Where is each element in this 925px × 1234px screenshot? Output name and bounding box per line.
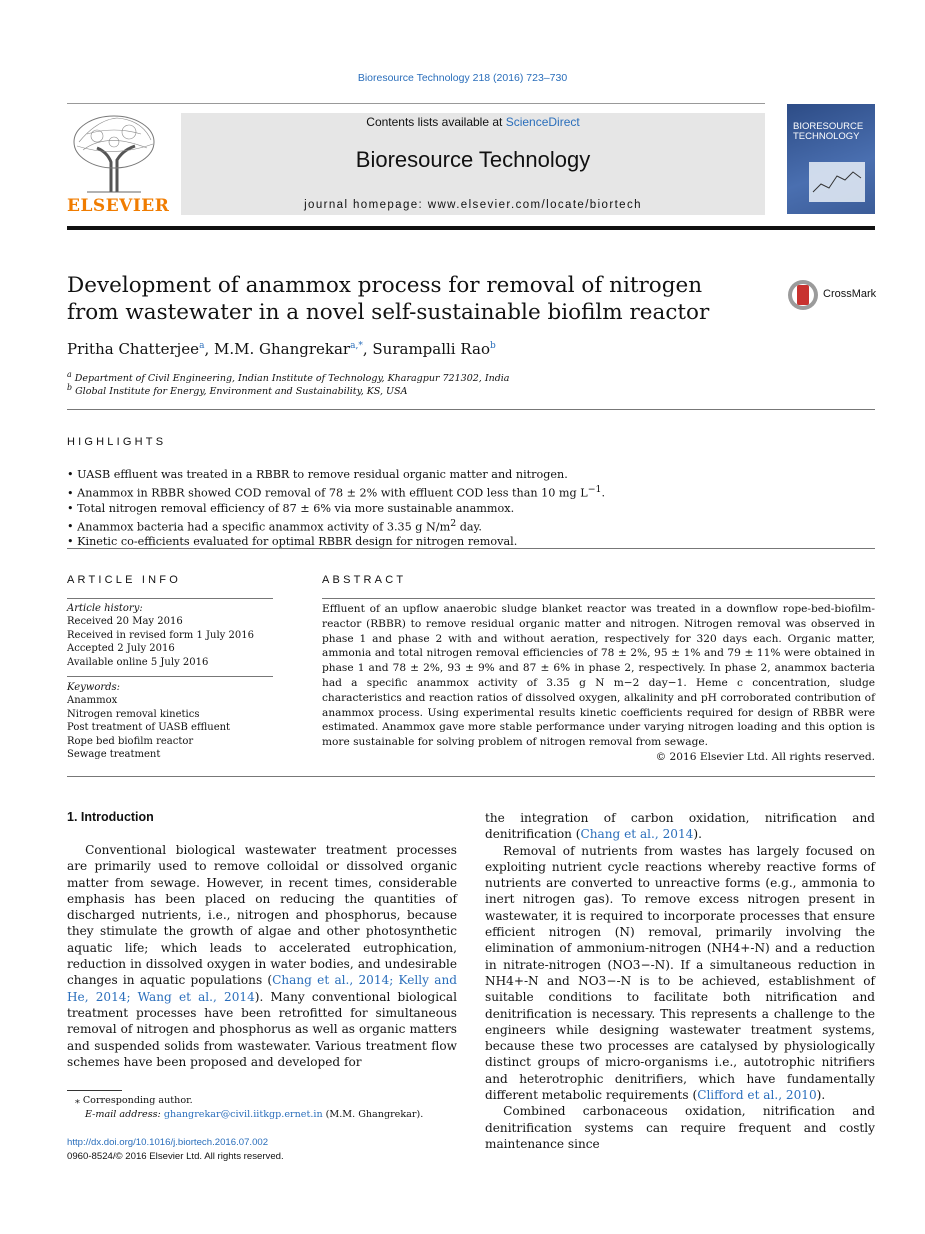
article-info	[67, 600, 273, 761]
paragraph: Combined carbonaceous oxidation, nitrification and denitrification systems can require frequent and costly maintenance since	[485, 1104, 875, 1151]
history-revised: Received in revised form 1 July 2016	[67, 629, 254, 641]
section-heading: 1. Introduction	[67, 810, 154, 824]
copyright: © 2016 Elsevier Ltd. All rights reserved.	[655, 750, 875, 763]
author-affil-mark[interactable]: b	[489, 341, 496, 351]
citation-link[interactable]: Clifford et al., 2010	[697, 1088, 817, 1103]
affil-text: Global Institute for Energy, Environment and Sustainability, KS, USA	[75, 386, 408, 398]
abstract-rule	[322, 598, 875, 599]
elsevier-logo	[67, 112, 170, 216]
affil-text: Department of Civil Engineering, Indian Institute of Technology, Kharagpur 721302, India	[74, 373, 510, 385]
text: Removal of nutrients from wastes has largely focused on exploiting nutrient cycle reactions whereby reactive forms of nutrients are converted to unreactive forms (e.g., ammonia to inert nitrogen gas). To remove excess nitrogen present in wastewater, it is required to incorporate processes that ensure efficient nitrogen (N) removal, primarily involving the elimination of ammonium-nitrogen (NH4+-N) and a reduction in nitrate-nitrogen (NO3−-N). If a simultaneous reduction in NH4+-N and NO3−-N is to be achieved, establishment of suitable conditions to facilitate both nitrification and denitrification is necessary. This represents a challenge to the engineers while designing wastewater treatment systems, because these two processes are catalysed by physiologically distinct groups of micro-organisms i.e., autotrophic nitrifiers and heterotrophic denitrifiers, which have fundamentally different metabolic requirements (	[485, 843, 875, 1103]
corresponding-note: ⁎ Corresponding author.	[75, 1095, 193, 1106]
body-column-right	[485, 810, 875, 1152]
cover-title: BIORESOURCE TECHNOLOGY	[793, 121, 864, 142]
journal-banner	[181, 113, 765, 215]
keyword: Sewage treatment	[67, 749, 161, 761]
history-accepted: Accepted 2 July 2016	[67, 643, 175, 655]
elsevier-wordmark: ELSEVIER	[67, 196, 170, 216]
divider	[67, 548, 875, 549]
keywords-label: Keywords:	[67, 682, 121, 694]
citation-link[interactable]: Chang et al., 2014; Kelly and He, 2014; Wang et al., 2014	[67, 973, 457, 1004]
text: Conventional biological wastewater treatment processes are primarily used to remove colloidal or dissolved organic matter from sewage. However, in recent times, considerable emphasis has been placed on reducing the quantities of discharged nutrients, i.e., nitrogen and phosphorus, because they stimulate the growth of algae and other photosynthetic aquatic life; which leads to accelerated eutrophication, reduction in dissolved oxygen in water bodies, and undesirable changes in aquatic populations (	[67, 843, 457, 988]
info-rule	[67, 598, 273, 599]
keyword: Nitrogen removal kinetics	[67, 708, 200, 720]
paragraph	[67, 842, 457, 1070]
info-rule	[67, 676, 273, 677]
journal-cover	[787, 104, 875, 214]
abstract	[322, 602, 875, 765]
keyword: Post treatment of UASB effluent	[67, 722, 231, 734]
history-received: Received 20 May 2016	[67, 616, 183, 628]
text: the integration of carbon oxidation, nitrification and denitrification (	[485, 811, 875, 842]
history-online: Available online 5 July 2016	[67, 656, 209, 668]
crossmark-label: CrossMark	[823, 288, 877, 300]
journal-title: Bioresource Technology	[355, 147, 591, 172]
highlight-item: • Total nitrogen removal efficiency of 87 ± 6% via more sustainable anammox.	[67, 501, 875, 516]
author-name: Surampalli Rao	[372, 340, 490, 358]
header-divider	[67, 103, 765, 104]
issn-line: 0960-8524/© 2016 Elsevier Ltd. All rights reserved.	[67, 1150, 284, 1162]
doi-link[interactable]: http://dx.doi.org/10.1016/j.biortech.2016.07.002	[67, 1137, 269, 1148]
article-title: Development of anammox process for removal of nitrogen from wastewater in a novel self-sustainable biofilm reactor	[67, 273, 710, 325]
author-affil-mark[interactable]: a,*	[350, 341, 363, 351]
highlight-item: • Kinetic co-efficients evaluated for optimal RBBR design for nitrogen removal.	[67, 534, 875, 549]
crossmark-icon	[787, 279, 819, 311]
article-info-heading: ARTICLE INFO	[67, 574, 181, 586]
citation-link[interactable]: Chang et al., 2014	[580, 827, 694, 842]
abstract-body: Effluent of an upflow anaerobic sludge blanket reactor was treated in a downflow rope-bed-biofilm-reactor (RBBR) to remove residual organic matter and nitrogen. Nitrogen removal was observed in phase 1 and phase 2 with and without aeration, respectively for 320 days each. Organic matter, ammonia and total nitrogen removal efficiencies of 78 ± 2%, 95 ± 1% and 79 ± 11% were obtained in phase 1 and 78 ± 2%, 93 ± 9% and 87 ± 6% in phase 2, respectively. In phase 2, anammox bacteria had a specific anammox activity of 3.35 g N m−2 day−1. Heme c concentration, sludge characteristics and reaction ratios of dissolved oxygen, alkalinity and pH corroborated contribution of anammox process. Using experimental results kinetic coefficients required for design of RBBR were estimated. Anammox gave more stable performance under varying nitrogen loading and this option is more sustainable for solving problem of nitrogen removal from sewage.	[322, 603, 875, 749]
email-line	[67, 1108, 423, 1122]
contents-line	[181, 115, 765, 129]
author-affil-mark[interactable]: a	[199, 341, 205, 351]
paragraph	[485, 810, 875, 843]
body-column-left	[67, 842, 457, 1070]
highlight-item: • Anammox bacteria had a specific anammox activity of 3.35 g $N/m^2$ day.	[67, 516, 875, 535]
doi-block	[67, 1136, 284, 1163]
highlights-list	[67, 467, 875, 549]
author-name: Pritha Chatterjee	[67, 340, 200, 358]
email-link[interactable]: ghangrekar@civil.iitkgp.ernet.in	[163, 1108, 323, 1120]
keyword: Anammox	[67, 695, 118, 707]
highlight-item: • Anammox in RBBR showed COD removal of 78 ± 2% with effluent COD less than 10 mg $L^{-1}$.	[67, 482, 875, 501]
journal-homepage[interactable]: journal homepage: www.elsevier.com/locate/biortech	[304, 199, 642, 211]
footnote-rule	[67, 1090, 122, 1091]
affil-mark: b	[67, 383, 73, 392]
paragraph	[485, 843, 875, 1104]
email-label: E-mail address:	[85, 1108, 164, 1120]
keyword: Rope bed biofilm reactor	[67, 735, 194, 747]
author-name: M.M. Ghangrekar	[213, 340, 351, 358]
crossmark-badge[interactable]	[787, 279, 877, 311]
divider	[67, 409, 875, 410]
affiliation-b	[67, 383, 407, 397]
abstract-heading: ABSTRACT	[322, 574, 407, 586]
text: ).	[816, 1088, 826, 1103]
divider	[67, 776, 875, 777]
footnote	[67, 1094, 423, 1121]
email-suffix: (M.M. Ghangrekar).	[322, 1108, 424, 1120]
highlight-item: • UASB effluent was treated in a RBBR to remove residual organic matter and nitrogen.	[67, 467, 875, 482]
header-thick-rule	[67, 226, 875, 230]
journal-citation[interactable]: Bioresource Technology 218 (2016) 723–730	[357, 72, 568, 84]
highlights-heading: HIGHLIGHTS	[67, 436, 167, 448]
text: ).	[693, 827, 702, 842]
text: ). Many conventional biological treatment processes have been retrofitted for simultaneous removal of nitrogen and phosphorus as well as organic matters and suspended solids from wastewater. Various treatment flow schemes have been proposed and developed for	[67, 989, 457, 1069]
sciencedirect-link[interactable]: ScienceDirect	[505, 115, 580, 129]
history-label: Article history:	[67, 603, 143, 614]
cover-graphic	[809, 162, 865, 202]
tree-icon	[67, 112, 161, 194]
affil-mark: a	[67, 370, 72, 379]
contents-prefix: Contents lists available at	[366, 115, 506, 129]
author-list: Pritha Chatterjee$^a$, M.M. Ghangrekar$^{a,*}$, Surampalli Rao$^b$	[67, 340, 496, 358]
